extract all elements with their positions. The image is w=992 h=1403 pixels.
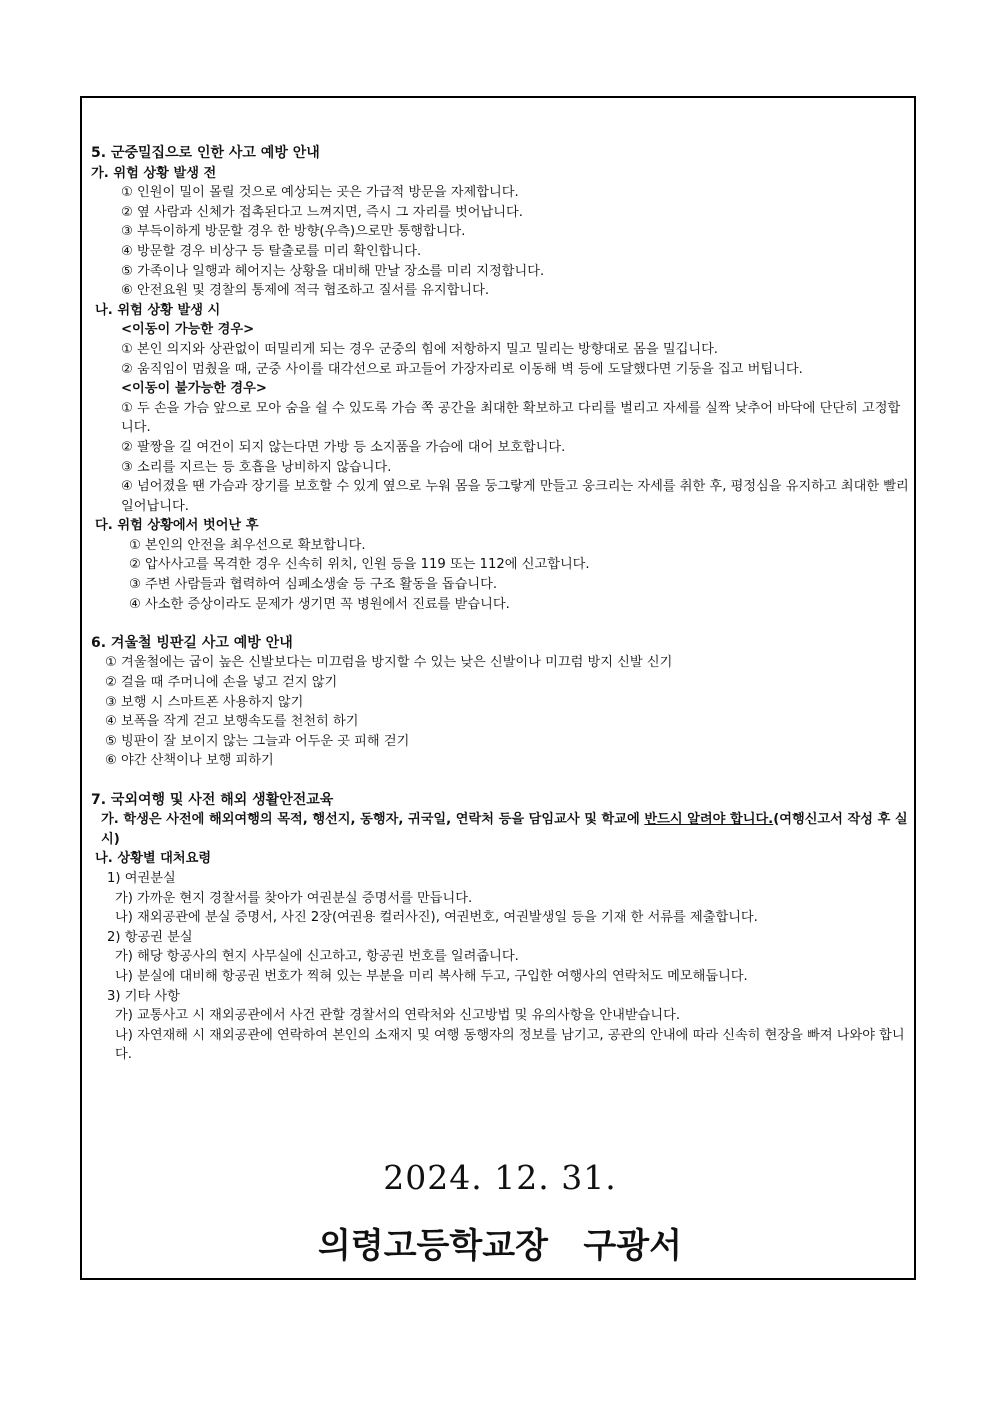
s5-da-item-1: ① 본인의 안전을 최우선으로 확보합니다. <box>129 537 366 553</box>
s7-ga-underline: 반드시 알려야 합니다. <box>644 812 774 828</box>
s5-ga-item-1: ① 인원이 밀이 몰릴 것으로 예상되는 곳은 가급적 방문을 자제합니다. <box>121 185 519 201</box>
document-body <box>91 144 917 1065</box>
s5-da-item-2: ② 압사사고를 목격한 경우 신속히 위치, 인원 등을 119 또는 112에 신고합니다. <box>129 557 590 573</box>
s7-sub2-item-1: 가) 해당 항공사의 현지 사무실에 신고하고, 항공권 번호를 일려줍니다. <box>115 949 519 965</box>
s6-item-2: ② 걸을 때 주머니에 손을 넣고 걷지 않기 <box>105 675 338 691</box>
s7-sub3-item-1: 가) 교통사고 시 재외공관에서 사건 관할 경찰서의 연락처와 신고방법 및 유의사항을 안내받습니다. <box>115 1008 681 1024</box>
section-6-title: 6. 겨울철 빙판길 사고 예방 안내 <box>91 634 293 651</box>
s5-da-item-4: ④ 사소한 증상이라도 문제가 생기면 꼭 병원에서 진료를 받습니다. <box>129 596 510 612</box>
s7-ga-lead: 가. 학생은 사전에 해외여행의 목적, 행선지, 동행자, 귀국일, 연락처 등을 담임교사 및 학교에 <box>101 812 645 828</box>
s7-ga-tail: (여행신고서 작성 후 실시) <box>101 812 908 847</box>
section-7-title: 7. 국외여행 및 사전 해외 생활안전교육 <box>91 791 334 808</box>
s7-sub1-item-2: 나) 재외공관에 분실 증명서, 사진 2장(여권용 컬러사진), 여권번호, 여권발생일 등을 기재 한 서류를 제출합니다. <box>115 910 758 926</box>
s5-na-item2-3: ③ 소리를 지르는 등 호흡을 낭비하지 않습니다. <box>121 459 392 475</box>
section-5-title: 5. 군중밀집으로 인한 사고 예방 안내 <box>91 145 320 161</box>
s5-da-title: 다. 위험 상황에서 벗어난 후 <box>95 518 259 534</box>
s7-na-title: 나. 상황별 대처요령 <box>95 851 212 867</box>
s5-da-item-3: ③ 주변 사람들과 협력하여 심폐소생술 등 구조 활동을 돕습니다. <box>129 577 498 593</box>
s5-na-item1-2: ② 움직임이 멈췄을 때, 군중 사이를 대각선으로 파고들어 가장자리로 이동해 벽 등에 도달했다면 기둥을 집고 버팁니다. <box>121 361 803 377</box>
s6-item-3: ③ 보행 시 스마트폰 사용하지 않기 <box>105 694 304 710</box>
issue-date: 2024. 12. 31. <box>383 1158 617 1197</box>
s5-na-item2-2: ② 팔짱을 길 여건이 되지 않는다면 가방 등 소지품을 가슴에 대어 보호합니다. <box>121 439 566 455</box>
s5-na-sub2: <이동이 불가능한 경우> <box>121 381 267 397</box>
s5-ga-item-3: ③ 부득이하게 방문할 경우 한 방향(우측)으로만 통행합니다. <box>121 224 466 240</box>
s5-na-title: 나. 위험 상황 발생 시 <box>95 302 221 318</box>
s7-sub1-item-1: 가) 가까운 현지 경찰서를 찾아가 여권분실 증명서를 만듭니다. <box>115 890 473 906</box>
principal-signature-line: 의령고등학교장 구광서 <box>318 1226 682 1266</box>
document-frame <box>80 96 916 1280</box>
s5-ga-item-6: ⑥ 안전요원 및 경찰의 통제에 적극 협조하고 질서를 유지합니다. <box>121 283 490 299</box>
s7-sub1-title: 1) 여권분실 <box>107 870 176 886</box>
s5-ga-item-4: ④ 방문할 경우 비상구 등 탈출로를 미리 확인합니다. <box>121 243 422 259</box>
s7-sub3-title: 3) 기타 사항 <box>107 988 180 1004</box>
spacer <box>91 771 917 791</box>
s5-ga-item-2: ② 옆 사람과 신체가 접촉된다고 느껴지면, 즉시 그 자리를 벗어납니다. <box>121 204 523 220</box>
s5-ga-item-5: ⑤ 가족이나 일행과 헤어지는 상황을 대비해 만날 장소를 미리 지정합니다. <box>121 263 545 279</box>
s5-na-item2-1: ① 두 손을 가슴 앞으로 모아 숨을 쉴 수 있도록 가슴 쪽 공간을 최대한 확보하고 다리를 벌리고 자세를 실짝 낮추어 바닥에 단단히 고정합니다. <box>121 400 901 436</box>
s6-item-5: ⑤ 빙판이 잘 보이지 않는 그늘과 어두운 곳 피해 걷기 <box>105 733 410 749</box>
s6-item-6: ⑥ 야간 산책이나 보행 피하기 <box>105 753 274 769</box>
s7-sub3-item-2: 나) 자연재해 시 재외공관에 연락하여 본인의 소재지 및 여행 동행자의 정보를 남기고, 공관의 안내에 따라 신속히 현장을 빠져 나와야 합니다. <box>115 1027 905 1063</box>
s5-na-item2-4: ④ 넘어졌을 땐 가슴과 장기를 보호할 수 있게 옆으로 누워 몸을 둥그랗게 만들고 웅크리는 자세를 취한 후, 평정심을 유지하고 최대한 빨리 일어납니다. <box>121 479 909 514</box>
s5-na-sub1: <이동이 가능한 경우> <box>121 322 255 338</box>
s6-item-4: ④ 보폭을 작게 걷고 보행속도를 천천히 하기 <box>105 714 359 730</box>
spacer <box>91 614 917 634</box>
s6-item-1: ① 겨울철에는 굽이 높은 신발보다는 미끄럼을 방지할 수 있는 낮은 신발이나 미끄럼 방지 신발 신기 <box>105 655 673 671</box>
s7-sub2-item-2: 나) 분실에 대비해 항공권 번호가 찍혀 있는 부분을 미리 복사해 두고, 구입한 여행사의 연락처도 메모해둡니다. <box>115 968 748 984</box>
s7-sub2-title: 2) 항공권 분실 <box>107 929 193 945</box>
s5-ga-title: 가. 위험 상황 발생 전 <box>91 165 217 181</box>
s7-ga-paragraph <box>91 810 917 849</box>
s5-na-item1-1: ① 본인 의지와 상관없이 떠밀리게 되는 경우 군중의 힘에 저항하지 밀고 밀리는 방향대로 몸을 밀깁니다. <box>121 341 719 357</box>
